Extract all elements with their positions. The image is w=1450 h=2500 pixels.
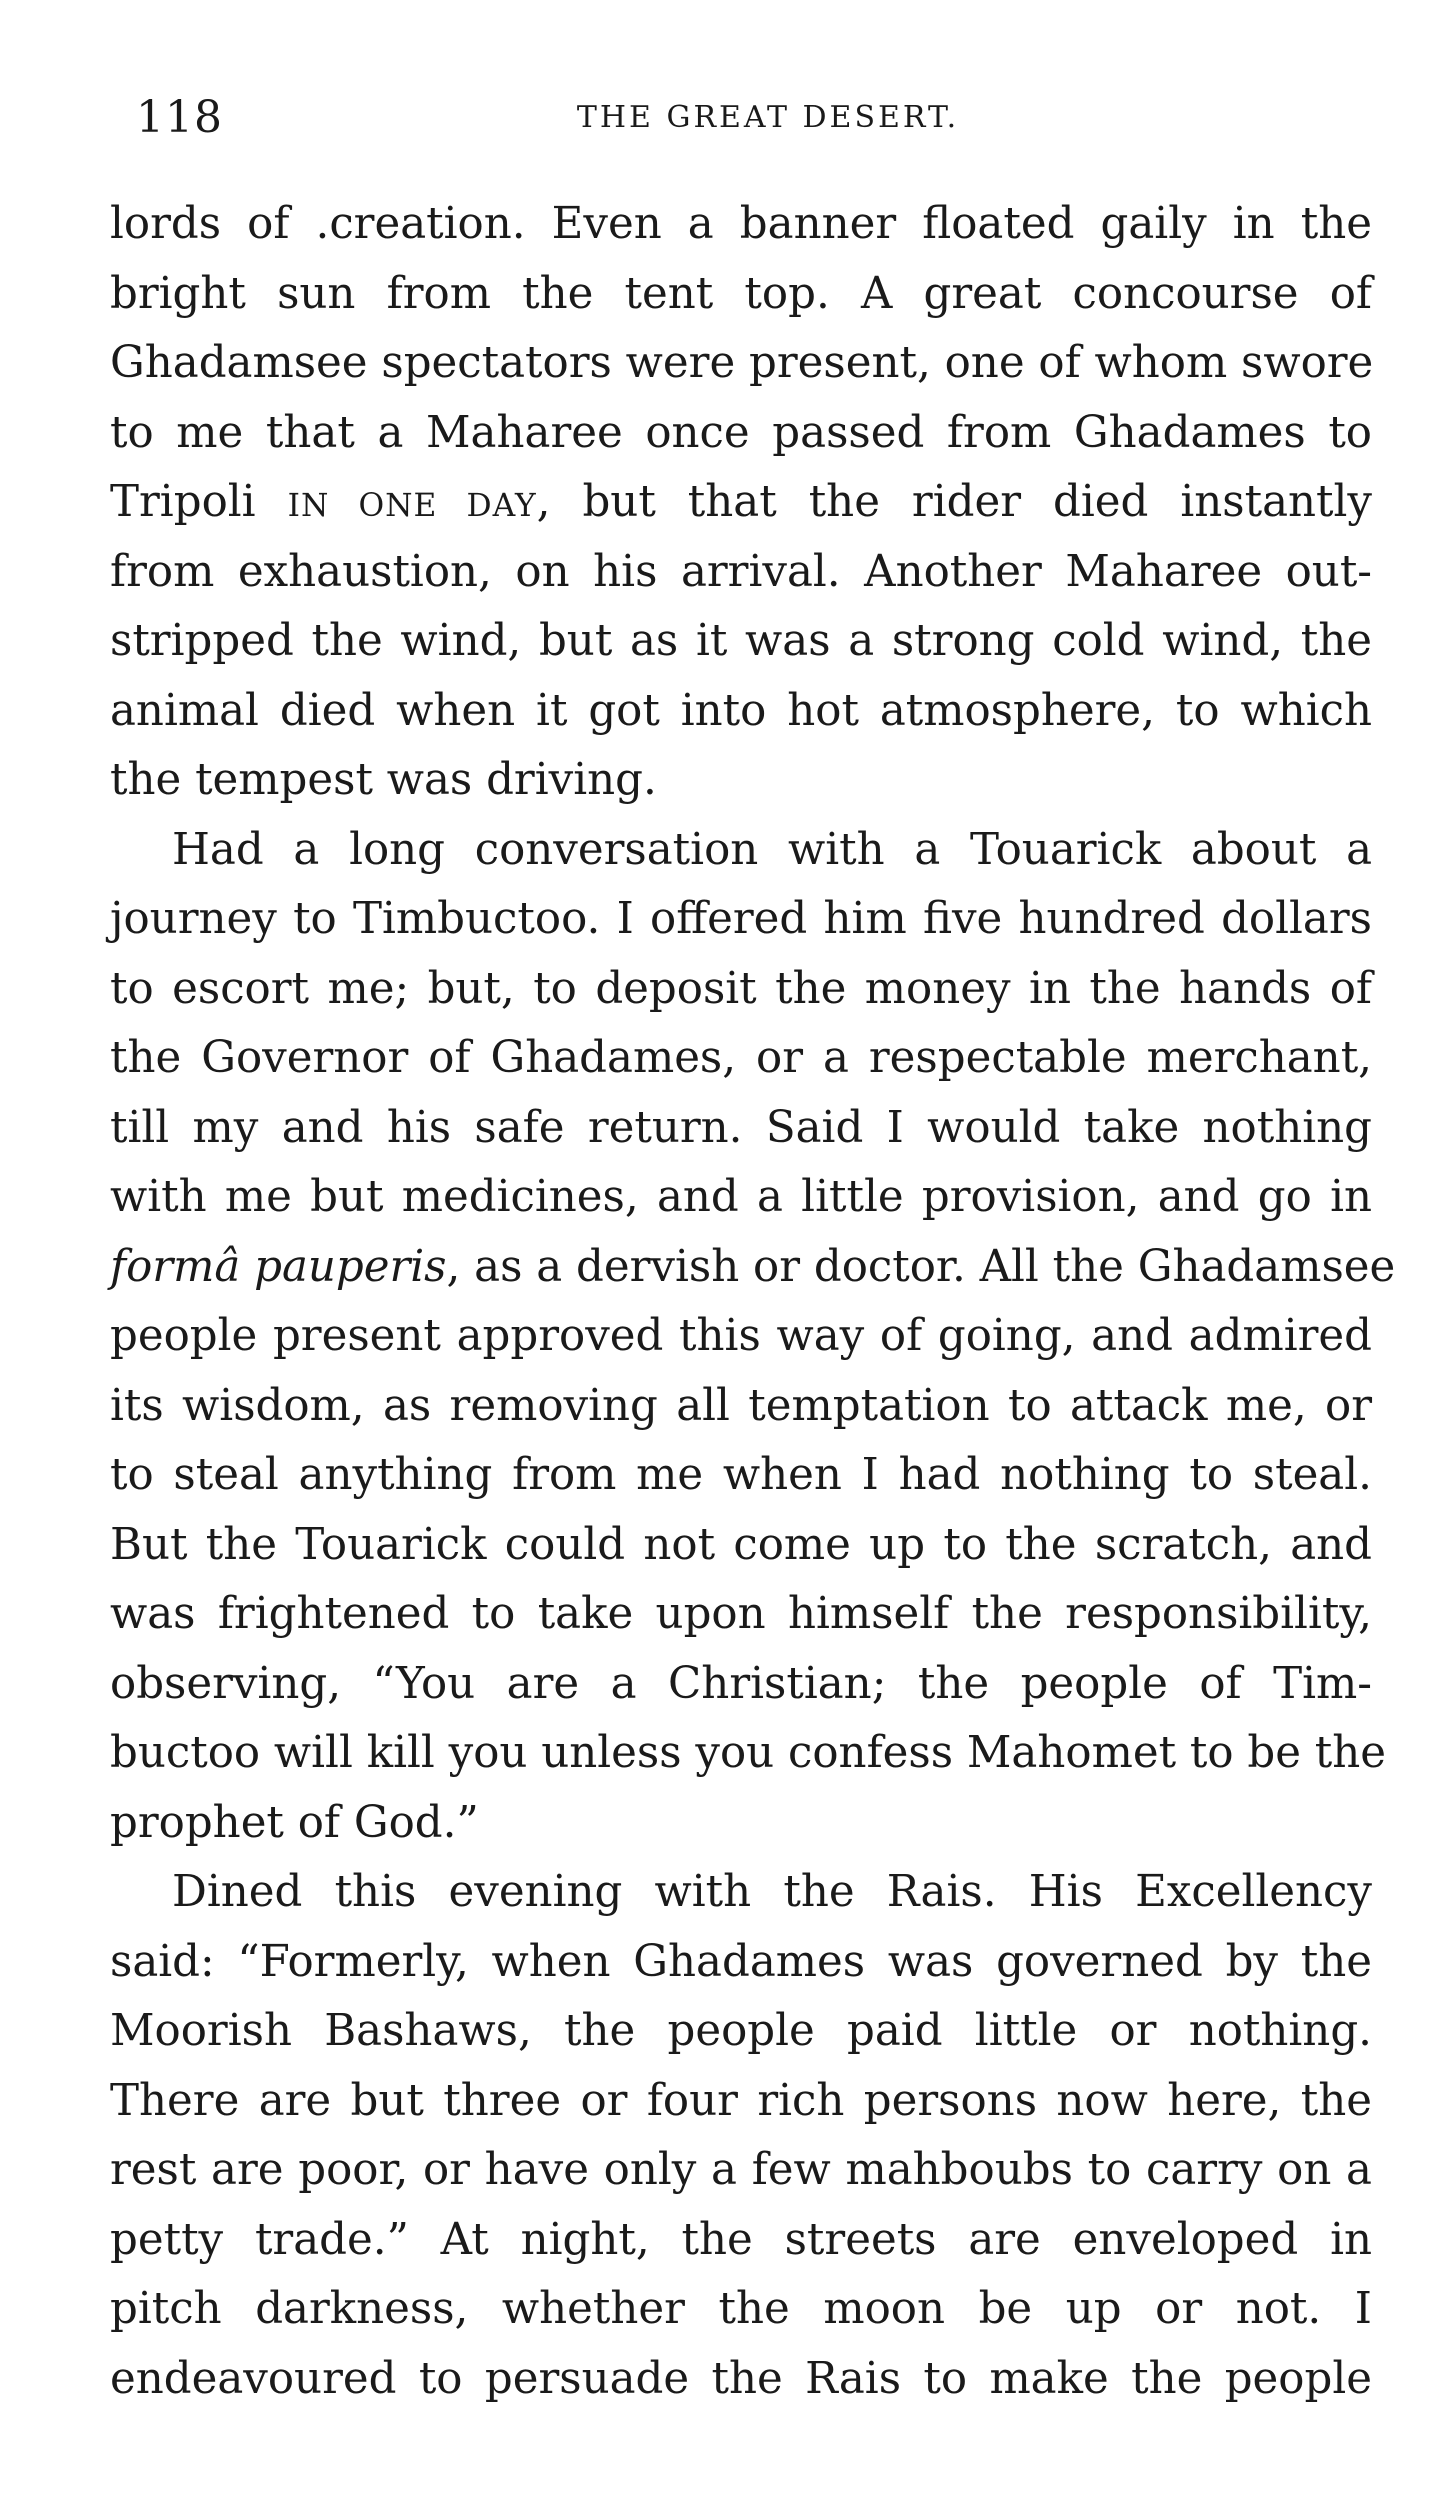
small-caps-phrase: IN ONE DAY <box>287 488 537 524</box>
page-number: 118 <box>136 92 223 143</box>
text-line: from exhaustion, on his arrival. Another Maharee out- <box>110 546 1372 597</box>
text-line: There are but three or four rich persons now here, the <box>110 2075 1372 2126</box>
text-line-part: , but that the rider died instantly <box>536 477 1372 527</box>
text-line <box>110 468 1372 538</box>
body-text <box>110 190 1396 2414</box>
text-line: lords of .creation. Even a banner floated gaily in the <box>110 199 1372 249</box>
text-line: Had a long conversation with a Touarick about a <box>172 824 1372 875</box>
paragraph-3 <box>110 1858 1372 2414</box>
text-line: prophet of God.” <box>110 1797 479 1848</box>
text-line: stripped the wind, but as it was a strong cold wind, the <box>110 616 1372 666</box>
text-line: to steal anything from me when I had nothing to steal. <box>110 1450 1372 1500</box>
text-line-part: , as a dervish or doctor. All the Ghadamsee <box>446 1241 1396 1292</box>
text-line: petty trade.” At night, the streets are enveloped in <box>110 2214 1372 2265</box>
text-line: with me but medicines, and a little provision, and go in <box>110 1172 1372 1222</box>
text-line: to me that a Maharee once passed from Ghadames to <box>110 407 1372 458</box>
text-line: animal died when it got into hot atmosphere, to which <box>110 685 1372 736</box>
text-line: the Governor of Ghadames, or a respectable merchant, <box>110 1033 1372 1083</box>
text-line: said: “Formerly, when Ghadames was governed by the <box>110 1936 1372 1987</box>
text-line <box>110 1233 1396 1303</box>
text-line: buctoo will kill you unless you confess Mahomet to be the <box>110 1728 1387 1778</box>
text-line: to escort me; but, to deposit the money in the hands of <box>110 963 1372 1014</box>
text-line: journey to Timbuctoo. I offered him five hundred dollars <box>110 894 1372 944</box>
text-line: But the Touarick could not come up to the scratch, and <box>110 1519 1372 1570</box>
text-line: Dined this evening with the Rais. His Excellency <box>172 1867 1372 1917</box>
paragraph-2 <box>110 816 1396 1859</box>
text-line: rest are poor, or have only a few mahboubs to carry on a <box>110 2145 1372 2195</box>
text-line: Moorish Bashaws, the people paid little or nothing. <box>110 2006 1372 2056</box>
text-line: observing, “You are a Christian; the people of Tim- <box>110 1658 1372 1709</box>
text-line-part: Tripoli <box>110 477 288 527</box>
paragraph-1 <box>110 190 1372 816</box>
running-title: THE GREAT DESERT. <box>576 100 960 135</box>
running-head <box>136 88 1360 148</box>
text-line: bright sun from the tent top. A great concourse of <box>110 268 1372 319</box>
text-line: the tempest was driving. <box>110 755 657 805</box>
text-line: till my and his safe return. Said I would take nothing <box>110 1102 1372 1153</box>
text-line: was frightened to take upon himself the responsibility, <box>110 1589 1372 1639</box>
text-line: people present approved this way of going, and admired <box>110 1311 1372 1361</box>
text-line: its wisdom, as removing all temptation to attack me, or <box>110 1380 1372 1431</box>
italic-phrase: formâ pauperis <box>110 1241 447 1292</box>
text-line: Ghadamsee spectators were present, one of whom swore <box>110 338 1374 388</box>
text-line: pitch darkness, whether the moon be up or not. I <box>110 2284 1372 2334</box>
text-line: endeavoured to persuade the Rais to make the people <box>110 2353 1372 2404</box>
